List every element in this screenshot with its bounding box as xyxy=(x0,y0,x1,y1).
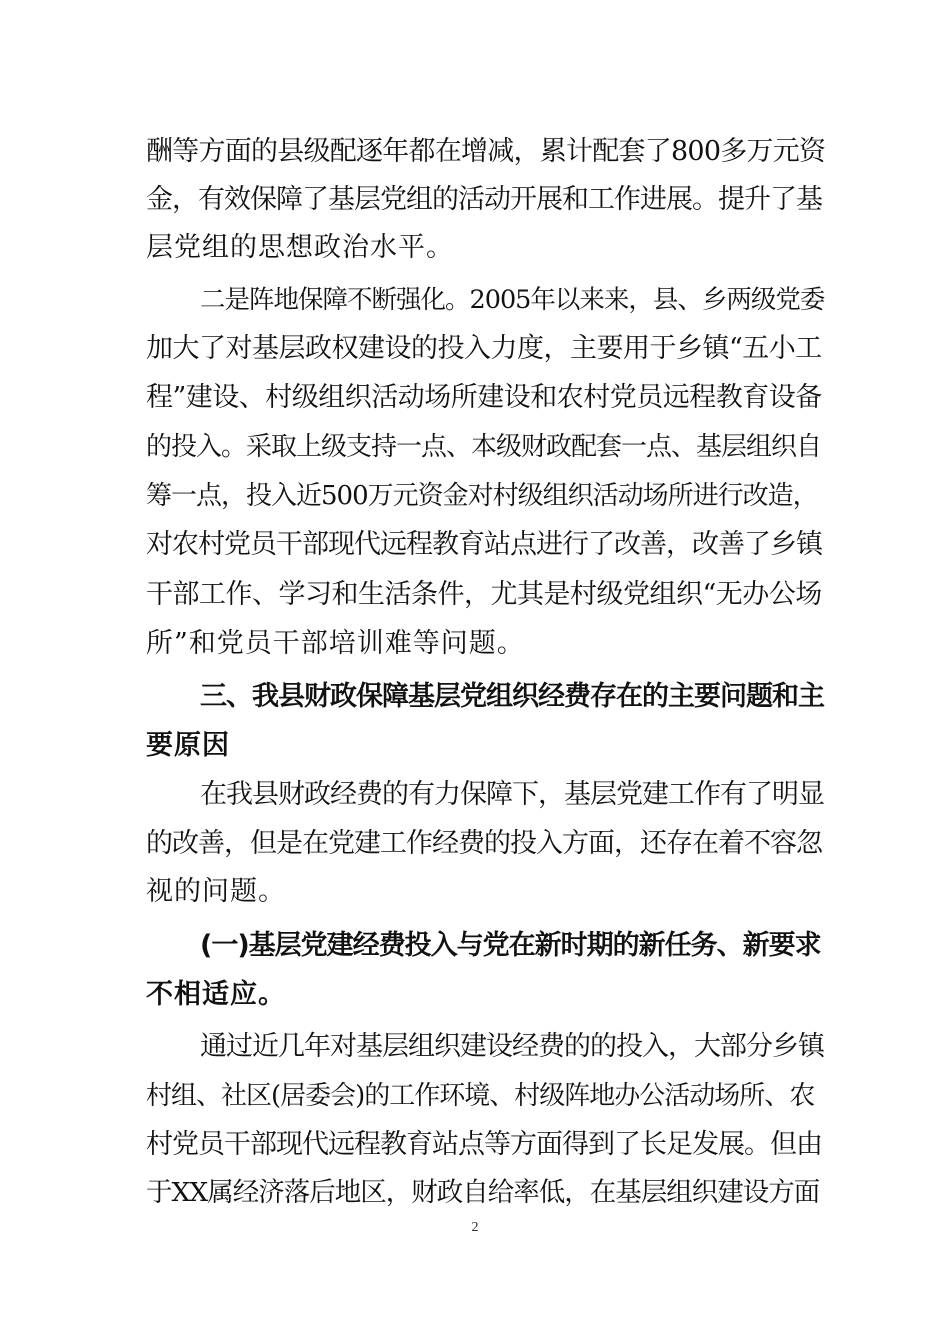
body-text-line: 的投入。采取上级支持一点、本级财政配套一点、基层组织自 xyxy=(146,432,822,462)
paragraph-start-line: 二是阵地保障不断强化。2005年以来来，县、乡两级党委 xyxy=(200,285,825,315)
paragraph-start-line: 在我县财政经费的有力保障下，基层党建工作有了明显 xyxy=(200,779,824,810)
body-text-line: 视的问题。 xyxy=(146,876,286,907)
body-text-line: 的改善，但是在党建工作经费的投入方面，还存在着不容忽 xyxy=(146,828,822,859)
body-text-line: 对农村党员干部现代远程教育站点进行了改善，改善了乡镇 xyxy=(146,529,822,560)
body-text-line: 酬等方面的县级配逐年都在增减，累计配套了800多万元资 xyxy=(146,136,826,167)
body-text-line: 加大了对基层政权建设的投入力度，主要用于乡镇“五小工 xyxy=(146,333,822,364)
page-number: 2 xyxy=(471,1220,479,1235)
section-heading-continued: 要原因 xyxy=(146,730,230,761)
body-text-line: 层党组的思想政治水平。 xyxy=(146,232,454,263)
body-text-line: 所”和党员干部培训难等问题。 xyxy=(146,628,525,659)
body-text-line: 筹一点，投入近500万元资金对村级组织活动场所进行改造， xyxy=(146,481,818,511)
subsection-heading-continued: 不相适应。 xyxy=(146,979,286,1010)
body-text-line: 村组、社区(居委会)的工作环境、村级阵地办公活动场所、农 xyxy=(146,1081,815,1111)
body-text-line: 金，有效保障了基层党组的活动开展和工作进展。提升了基 xyxy=(146,184,822,215)
paragraph-start-line: 通过近几年对基层组织建设经费的的投入，大部分乡镇 xyxy=(200,1031,824,1062)
body-text-line: 程”建设、村级组织活动场所建设和农村党员远程教育设备 xyxy=(146,382,822,413)
body-text-line: 干部工作、学习和生活条件，尤其是村级党组织“无办公场 xyxy=(146,579,822,610)
body-text-line: 于XX属经济落后地区，财政自给率低，在基层组织建设方面 xyxy=(146,1177,820,1208)
section-heading: 三、我县财政保障基层党组织经费存在的主要问题和主 xyxy=(200,681,824,712)
body-text-line: 村党员干部现代远程教育站点等方面得到了长足发展。但由 xyxy=(146,1129,822,1160)
subsection-heading: (一)基层党建经费投入与党在新时期的新任务、新要求 xyxy=(200,930,821,961)
